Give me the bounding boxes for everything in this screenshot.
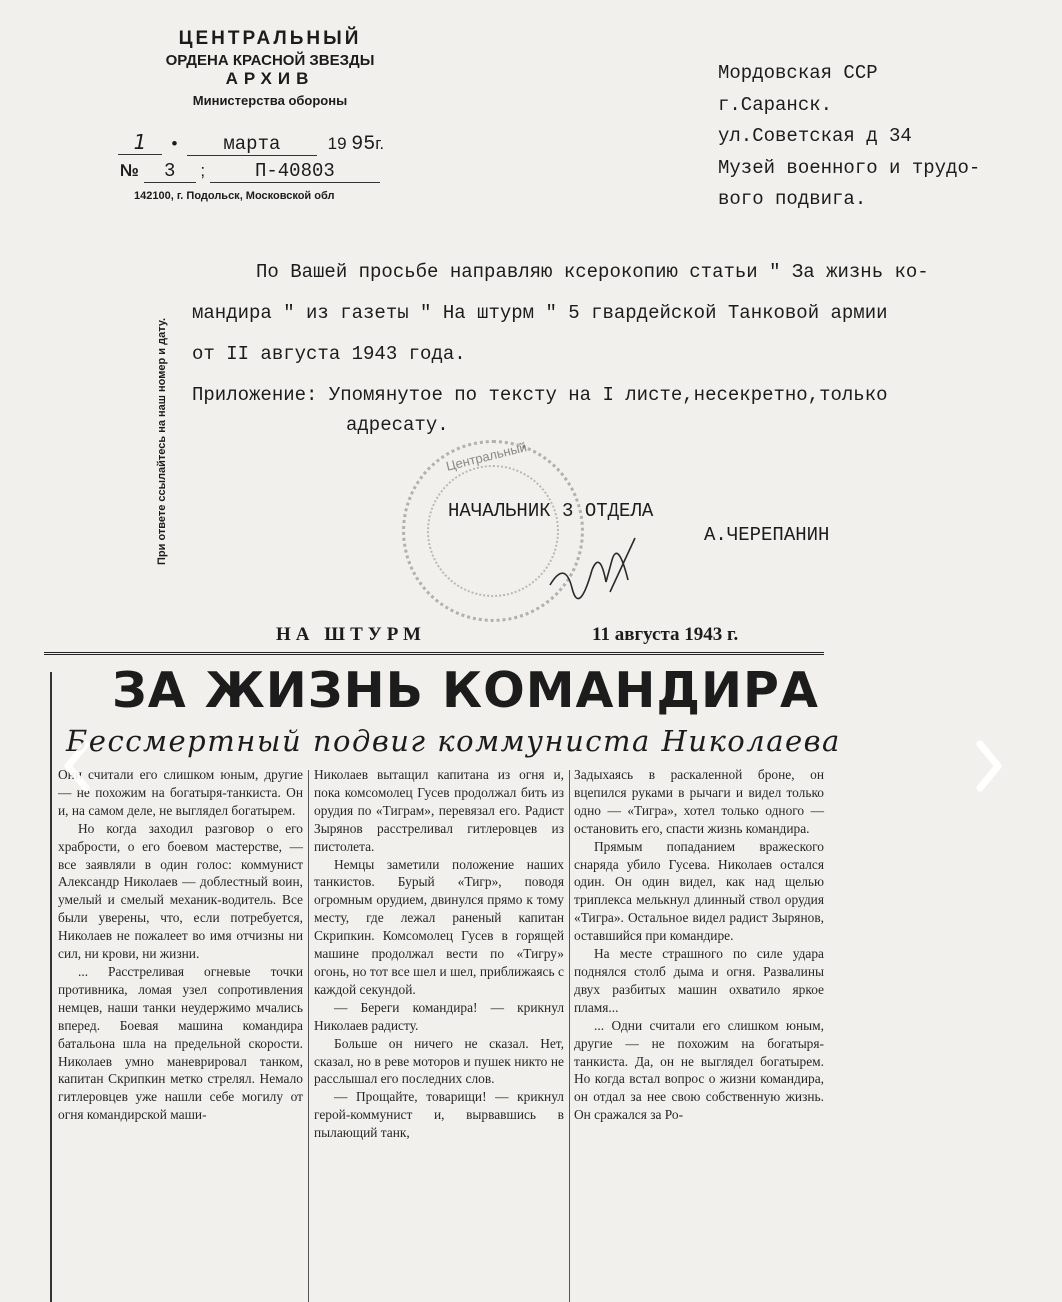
letter-line: мандира " из газеты " На штурм " 5 гвардейской Танковой армии bbox=[192, 302, 888, 324]
next-page-button[interactable] bbox=[968, 736, 1008, 796]
attachment-line: Приложение: Упомянутое по тексту на I листе,несекретно,только bbox=[192, 384, 888, 406]
recipient-line: ул.Советская д 34 bbox=[718, 125, 912, 147]
recipient-line: Музей военного и трудо- bbox=[718, 156, 981, 179]
article-paragraph: — Прощайте, товарищи! — крикнул герой-коммунист и, вырвавшись в пылающий танк, bbox=[314, 1089, 564, 1141]
number-part1: 3 bbox=[144, 160, 196, 183]
article-paragraph: Они считали его слишком юным, другие — не похожим на богатыря-танкиста. Он и, на самом деле, не выглядел богатырем. bbox=[58, 767, 303, 818]
signatory-name: А.ЧЕРЕПАНИН bbox=[704, 524, 830, 546]
article-paragraph: Немцы заметили положение наших танкистов. Бурый «Тигр», поводя огромным орудием, двинулся прямо к тому месту, где лежал раненый капитан Скрипкин. Комсомолец Гусев в горящей машине продолжал вести по «Тигру» огонь, но тот все шел и шел, приближаясь с каждой секундой. bbox=[314, 856, 564, 997]
number-prefix: № bbox=[120, 161, 139, 180]
archive-name-line1: ЦЕНТРАЛЬНЫЙ bbox=[178, 28, 362, 49]
article-column-2 bbox=[314, 766, 564, 1142]
archive-name-line4: Министерства обороны bbox=[192, 93, 348, 108]
archive-address: 142100, г. Подольск, Московской обл bbox=[134, 190, 335, 202]
article-paragraph: ... Расстреливая огневые точки противника, ломая узел сопротивления немцев, наши танки неудержимо мчались вперед. Боевая машина командира батальона шла на предельной скорости. Николаев умно маневрировал танком, капитан Скрипкин метко стрелял. Немало гитлеровцев уже нашли себе могилу от огня командирской маши- bbox=[58, 963, 303, 1123]
recipient-address bbox=[718, 58, 980, 216]
letter-attachment bbox=[192, 380, 888, 440]
article-paragraph: — Береги командира! — крикнул Николаев радисту. bbox=[314, 999, 564, 1033]
signatory-title: НАЧАЛЬНИК 3 ОТДЕЛА bbox=[448, 500, 654, 522]
chevron-right-icon bbox=[968, 736, 1008, 796]
reply-reference-note: При ответе ссылайтесь на наш номер и дату. bbox=[156, 317, 168, 565]
clipping-left-rule bbox=[50, 672, 52, 1302]
archive-name-line3: АРХИВ bbox=[225, 69, 315, 88]
column-divider bbox=[308, 770, 309, 1302]
document-date: 1 • марта 19 95г. bbox=[118, 130, 384, 156]
article-column-1 bbox=[58, 766, 303, 1124]
article-paragraph: Больше он ничего не сказал. Нет, сказал, но в реве моторов и пушек никто не расслышал его последних слов. bbox=[314, 1035, 564, 1087]
date-month: марта bbox=[187, 133, 317, 156]
column-divider bbox=[569, 770, 570, 1302]
attachment-line: адресату. bbox=[346, 414, 449, 436]
archive-stamp-header bbox=[110, 28, 430, 108]
newspaper-date: 11 августа 1943 г. bbox=[592, 624, 739, 645]
recipient-line: вого подвига. bbox=[718, 188, 867, 210]
article-paragraph: Прямым попаданием вражеского снаряда убило Гусева. Николаев остался один. Он один видел, как над щелью триплекса мелькнул длинный ствол орудия «Тигра». Остальное видел радист Зырянов, оставшийся при командире. bbox=[574, 838, 824, 944]
recipient-line: Мордовская ССР bbox=[718, 62, 878, 84]
handwritten-signature bbox=[540, 530, 650, 600]
article-paragraph: Николаев вытащил капитана из огня и, пока комсомолец Гусев продолжал бить из орудия по «Тиграм», перевязал его. Радист Зырянов расстреливал гитлеровцев из пистолета. bbox=[314, 767, 564, 854]
date-day: 1 bbox=[118, 130, 162, 155]
article-paragraph: Но когда заходил разговор о его храбрости, о его боевом мастерстве, — все заявляли в один голос: коммунист Александр Николаев — доблестный воин, умелый и смелый механик-водитель. Все были уверены, что, если потребуется, Николаев не пожалеет во имя отчизны ни сил, ни крови, ни жизни. bbox=[58, 820, 303, 962]
previous-page-button[interactable] bbox=[58, 736, 98, 796]
archive-name-line2: ОРДЕНА КРАСНОЙ ЗВЕЗДЫ bbox=[165, 52, 375, 69]
article-paragraph: На месте страшного по силе удара поднялся столб дыма и огня. Развалины двух разбитых машин охватило яркое пламя... bbox=[574, 946, 824, 1015]
newspaper-masthead bbox=[44, 622, 824, 655]
article-subheadline: Бессмертный подвиг коммуниста Николаева bbox=[66, 724, 841, 758]
article-column-3 bbox=[574, 766, 824, 1124]
date-suffix: г. bbox=[375, 134, 385, 153]
chevron-left-icon bbox=[58, 736, 98, 796]
seal-text: Центральный bbox=[444, 439, 529, 474]
article-headline: ЗА ЖИЗНЬ КОМАНДИРА bbox=[112, 662, 819, 719]
article-paragraph: Задыхаясь в раскаленной броне, он вцепился руками в рычаги и видел только одно — «Тигра», хотел только одного — остановить его, спасти жизнь командира. bbox=[574, 767, 824, 836]
date-year: 95 bbox=[351, 133, 376, 156]
number-part2: П-40803 bbox=[210, 160, 380, 183]
date-year-prefix: 19 bbox=[327, 134, 347, 153]
letter-body bbox=[192, 252, 1022, 375]
newspaper-name: НА ШТУРМ bbox=[276, 624, 426, 645]
recipient-line: г.Саранск. bbox=[718, 93, 833, 116]
letter-line: от II августа 1943 года. bbox=[192, 343, 466, 365]
article-paragraph: ... Одни считали его слишком юным, другие — не похожим на богатыря-танкиста. Да, он не выглядел богатырем. Но когда встал вопрос о жизни командира, он отдал за нее свою собственную жизнь. Он сражался за Ро- bbox=[574, 1017, 824, 1123]
document-number: № 3 ; П-40803 bbox=[120, 160, 380, 183]
letter-line: По Вашей просьбе направляю ксерокопию статьи " За жизнь ко- bbox=[256, 261, 929, 283]
